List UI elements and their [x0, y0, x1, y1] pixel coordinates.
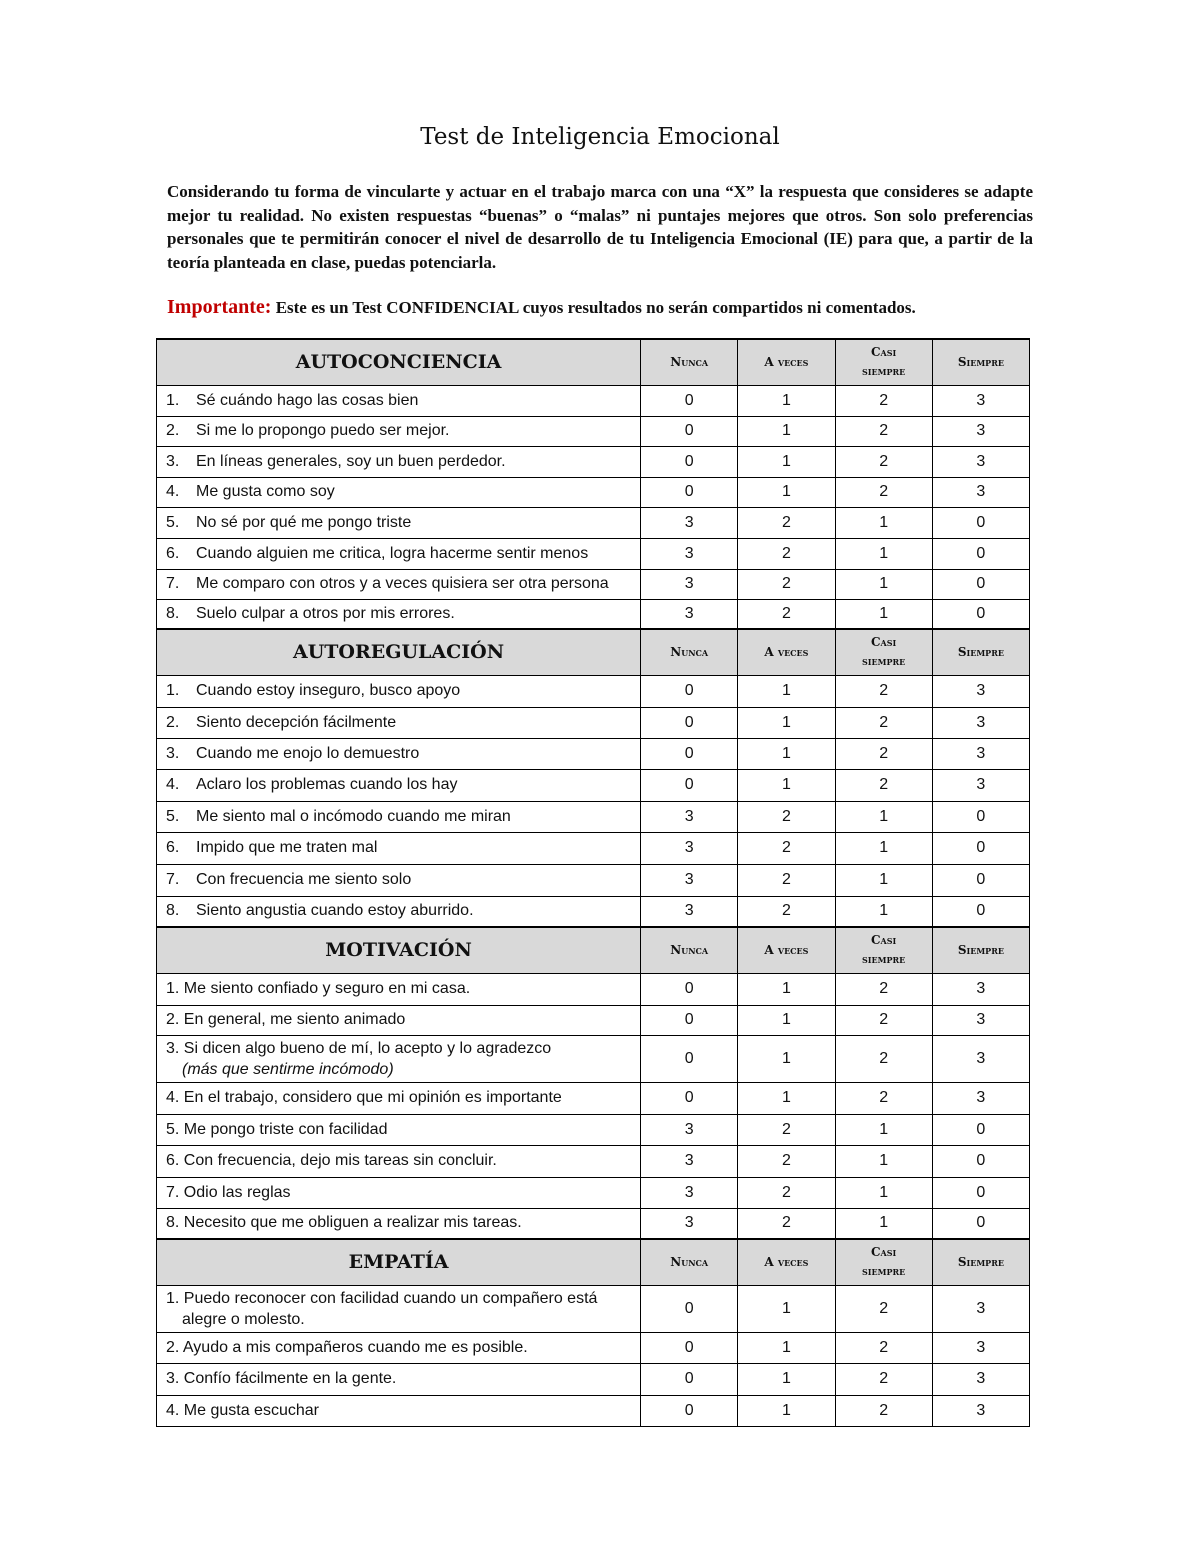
question-text-cell — [157, 1285, 641, 1332]
section-title: EMPATÍA — [157, 1239, 641, 1285]
column-header-siempre: Siempre — [932, 339, 1029, 385]
question-row — [157, 1114, 1030, 1145]
question-number: 3. — [166, 1039, 180, 1057]
answer-option-a-veces[interactable]: 1 — [738, 477, 835, 507]
question-text-cell — [157, 1177, 641, 1208]
question-number: 8. — [166, 604, 180, 622]
question-number: 3. — [166, 1370, 180, 1387]
question-number: 7. — [166, 575, 180, 592]
answer-option-nunca[interactable]: 3 — [641, 864, 738, 896]
answer-option-nunca[interactable]: 0 — [641, 446, 738, 477]
column-header-a-veces: A veces — [738, 339, 835, 385]
answer-option-siempre[interactable]: 0 — [932, 507, 1029, 538]
answer-option-casi-siempre[interactable]: 2 — [835, 1082, 932, 1114]
question-text: En el trabajo, considero que mi opinión es importante — [183, 1089, 562, 1106]
question-text-cell — [157, 446, 641, 477]
answer-option-nunca[interactable]: 3 — [641, 1177, 738, 1208]
question-number: 2. — [166, 1338, 180, 1356]
answer-option-a-veces[interactable]: 2 — [738, 507, 835, 538]
answer-option-siempre[interactable]: 3 — [932, 738, 1029, 769]
answer-option-a-veces[interactable]: 1 — [738, 1005, 835, 1035]
question-number: 7. — [166, 1183, 180, 1201]
question-text-cell — [157, 769, 641, 801]
answer-option-casi-siempre[interactable]: 1 — [835, 1208, 932, 1239]
question-text-cell — [157, 416, 641, 446]
answer-option-a-veces[interactable]: 2 — [738, 1145, 835, 1177]
question-row — [157, 864, 1030, 896]
siempre-line: siempre — [862, 952, 906, 967]
question-number: 4. — [166, 1401, 180, 1419]
question-number: 1. — [166, 682, 180, 699]
answer-option-nunca[interactable]: 3 — [641, 538, 738, 569]
answer-option-siempre[interactable]: 0 — [932, 1114, 1029, 1145]
question-number: 2. — [166, 713, 180, 731]
question-number: 1. — [166, 391, 180, 409]
question-number: 4. — [166, 776, 180, 793]
answer-option-siempre[interactable]: 3 — [932, 416, 1029, 446]
answer-option-nunca[interactable]: 0 — [641, 973, 738, 1005]
question-text-cell — [157, 832, 641, 864]
section-header-autoconciencia — [157, 339, 1030, 385]
answer-option-a-veces[interactable]: 1 — [738, 1082, 835, 1114]
question-text: Siento angustia cuando estoy aburrido. — [196, 902, 474, 920]
answer-option-casi-siempre[interactable]: 1 — [835, 896, 932, 927]
answer-option-siempre[interactable]: 3 — [932, 1005, 1029, 1035]
question-text: Con frecuencia, dejo mis tareas sin concluir. — [183, 1152, 497, 1169]
column-header-casi-siempre — [835, 339, 932, 385]
answer-option-siempre[interactable]: 0 — [932, 832, 1029, 864]
question-text: Puedo reconocer con facilidad cuando un compañero está — [183, 1289, 598, 1307]
question-number: 6. — [166, 1152, 180, 1169]
question-row — [157, 1363, 1030, 1395]
question-text-cell — [157, 599, 641, 629]
answer-option-casi-siempre[interactable]: 2 — [835, 707, 932, 738]
column-header-nunca: Nunca — [641, 1239, 738, 1285]
question-row — [157, 599, 1030, 629]
answer-option-nunca[interactable]: 3 — [641, 1145, 738, 1177]
answer-option-a-veces[interactable]: 1 — [738, 1332, 835, 1363]
answer-option-a-veces[interactable]: 2 — [738, 832, 835, 864]
answer-option-nunca[interactable]: 3 — [641, 1208, 738, 1239]
question-row — [157, 416, 1030, 446]
question-text: Me siento mal o incómodo cuando me miran — [196, 807, 511, 825]
answer-option-a-veces[interactable]: 1 — [738, 1035, 835, 1082]
section-header-empatia — [157, 1239, 1030, 1285]
question-text-cell — [157, 896, 641, 927]
column-header-siempre: Siempre — [932, 927, 1029, 973]
question-text: Con frecuencia me siento solo — [196, 871, 412, 888]
answer-option-nunca[interactable]: 0 — [641, 1285, 738, 1332]
answer-option-siempre[interactable]: 3 — [932, 1363, 1029, 1395]
question-row — [157, 738, 1030, 769]
question-number: 3. — [166, 744, 180, 762]
answer-option-siempre[interactable]: 0 — [932, 1208, 1029, 1239]
answer-option-nunca[interactable]: 3 — [641, 569, 738, 599]
section-title: AUTOCONCIENCIA — [157, 339, 641, 385]
question-text-cell — [157, 1208, 641, 1239]
answer-option-nunca[interactable]: 0 — [641, 675, 738, 707]
question-text-cell — [157, 801, 641, 832]
question-text-cell — [157, 1363, 641, 1395]
answer-option-casi-siempre[interactable]: 1 — [835, 599, 932, 629]
question-text: Me gusta escuchar — [183, 1401, 319, 1419]
answer-option-siempre[interactable]: 0 — [932, 538, 1029, 569]
question-text: Si me lo propongo puedo ser mejor. — [196, 422, 450, 439]
answer-option-siempre[interactable]: 0 — [932, 1145, 1029, 1177]
question-number: 2. — [166, 422, 180, 439]
question-text: Me siento confiado y seguro en mi casa. — [183, 980, 471, 997]
question-text-cell — [157, 707, 641, 738]
answer-option-a-veces[interactable]: 1 — [738, 446, 835, 477]
question-text: Me pongo triste con facilidad — [183, 1120, 388, 1138]
answer-option-siempre[interactable]: 3 — [932, 973, 1029, 1005]
question-text-cell — [157, 1114, 641, 1145]
question-row — [157, 507, 1030, 538]
question-text-cell — [157, 1395, 641, 1426]
answer-option-casi-siempre[interactable]: 1 — [835, 832, 932, 864]
question-text-cell — [157, 1082, 641, 1114]
question-row — [157, 446, 1030, 477]
question-number: 1. — [166, 1289, 180, 1307]
answer-option-siempre[interactable]: 3 — [932, 446, 1029, 477]
column-header-siempre: Siempre — [932, 1239, 1029, 1285]
siempre-line: siempre — [862, 1264, 906, 1279]
question-row — [157, 1082, 1030, 1114]
answer-option-casi-siempre[interactable]: 2 — [835, 769, 932, 801]
question-number: 7. — [166, 871, 180, 888]
column-header-a-veces: A veces — [738, 927, 835, 973]
answer-option-a-veces[interactable]: 1 — [738, 675, 835, 707]
answer-option-a-veces[interactable]: 1 — [738, 1285, 835, 1332]
answer-option-siempre[interactable]: 3 — [932, 1082, 1029, 1114]
column-header-casi-siempre — [835, 629, 932, 675]
question-row — [157, 1332, 1030, 1363]
question-text-cell — [157, 477, 641, 507]
answer-option-nunca[interactable]: 0 — [641, 1005, 738, 1035]
answer-option-a-veces[interactable]: 2 — [738, 864, 835, 896]
question-text-cell — [157, 538, 641, 569]
section-title: MOTIVACIÓN — [157, 927, 641, 973]
casi-line: Casi — [871, 933, 897, 948]
answer-option-casi-siempre[interactable]: 2 — [835, 738, 932, 769]
siempre-line: siempre — [862, 364, 906, 379]
question-row — [157, 569, 1030, 599]
answer-option-nunca[interactable]: 0 — [641, 1395, 738, 1426]
question-text: En general, me siento animado — [183, 1011, 406, 1028]
answer-option-siempre[interactable]: 0 — [932, 569, 1029, 599]
answer-option-siempre[interactable]: 3 — [932, 707, 1029, 738]
answer-option-casi-siempre[interactable]: 1 — [835, 569, 932, 599]
question-number: 4. — [166, 1089, 180, 1106]
question-number: 6. — [166, 544, 180, 562]
question-row — [157, 801, 1030, 832]
question-row — [157, 896, 1030, 927]
answer-option-casi-siempre[interactable]: 2 — [835, 1285, 932, 1332]
answer-option-nunca[interactable]: 0 — [641, 1363, 738, 1395]
question-number: 3. — [166, 452, 180, 470]
answer-option-nunca[interactable]: 0 — [641, 385, 738, 416]
answer-option-siempre[interactable]: 0 — [932, 864, 1029, 896]
answer-option-nunca[interactable]: 0 — [641, 1035, 738, 1082]
answer-option-a-veces[interactable]: 2 — [738, 1208, 835, 1239]
question-row — [157, 1285, 1030, 1332]
casi-line: Casi — [871, 1245, 897, 1260]
siempre-line: siempre — [862, 654, 906, 669]
answer-option-a-veces[interactable]: 1 — [738, 707, 835, 738]
answer-option-a-veces[interactable]: 2 — [738, 538, 835, 569]
answer-option-casi-siempre[interactable]: 2 — [835, 477, 932, 507]
column-header-siempre: Siempre — [932, 629, 1029, 675]
answer-option-casi-siempre[interactable]: 2 — [835, 385, 932, 416]
answer-option-nunca[interactable]: 0 — [641, 769, 738, 801]
question-text-cell — [157, 569, 641, 599]
answer-option-siempre[interactable]: 3 — [932, 769, 1029, 801]
answer-option-a-veces[interactable]: 2 — [738, 569, 835, 599]
answer-option-casi-siempre[interactable]: 2 — [835, 1332, 932, 1363]
answer-option-siempre[interactable]: 3 — [932, 1395, 1029, 1426]
answer-option-casi-siempre[interactable]: 1 — [835, 538, 932, 569]
question-text: Me comparo con otros y a veces quisiera ser otra persona — [196, 575, 609, 592]
question-text: Sé cuándo hago las cosas bien — [196, 391, 419, 409]
answer-option-a-veces[interactable]: 1 — [738, 416, 835, 446]
answer-option-a-veces[interactable]: 1 — [738, 1363, 835, 1395]
section-title: AUTOREGULACIÓN — [157, 629, 641, 675]
question-number: 6. — [166, 839, 180, 856]
answer-option-nunca[interactable]: 3 — [641, 1114, 738, 1145]
answer-option-siempre[interactable]: 3 — [932, 1035, 1029, 1082]
answer-option-siempre[interactable]: 0 — [932, 599, 1029, 629]
question-text: Impido que me traten mal — [196, 839, 378, 856]
question-text: Cuando me enojo lo demuestro — [196, 744, 420, 762]
answer-option-siempre[interactable]: 3 — [932, 1332, 1029, 1363]
answer-option-nunca[interactable]: 0 — [641, 707, 738, 738]
answer-option-a-veces[interactable]: 1 — [738, 738, 835, 769]
question-number: 5. — [166, 513, 180, 531]
question-row — [157, 832, 1030, 864]
question-text: Cuando estoy inseguro, busco apoyo — [196, 682, 461, 699]
column-header-nunca: Nunca — [641, 927, 738, 973]
answer-option-casi-siempre[interactable]: 2 — [835, 1363, 932, 1395]
answer-option-a-veces[interactable]: 2 — [738, 1114, 835, 1145]
answer-option-casi-siempre[interactable]: 2 — [835, 446, 932, 477]
answer-option-siempre[interactable]: 0 — [932, 801, 1029, 832]
answer-option-nunca[interactable]: 3 — [641, 507, 738, 538]
column-header-nunca: Nunca — [641, 629, 738, 675]
section-header-autoregulacion — [157, 629, 1030, 675]
question-text-cell — [157, 1035, 641, 1082]
question-row — [157, 769, 1030, 801]
answer-option-casi-siempre[interactable]: 2 — [835, 1395, 932, 1426]
column-header-casi-siempre — [835, 1239, 932, 1285]
question-text-cell — [157, 385, 641, 416]
question-text: Siento decepción fácilmente — [196, 713, 397, 731]
answer-option-a-veces[interactable]: 2 — [738, 896, 835, 927]
question-row — [157, 385, 1030, 416]
answer-option-a-veces[interactable]: 1 — [738, 769, 835, 801]
answer-option-casi-siempre[interactable]: 1 — [835, 1177, 932, 1208]
section-header-motivacion — [157, 927, 1030, 973]
question-subtext: (más que sentirme incómodo) — [182, 1060, 394, 1078]
question-subtext: alegre o molesto. — [182, 1310, 305, 1328]
answer-option-nunca[interactable]: 0 — [641, 416, 738, 446]
question-text: Me gusta como soy — [196, 483, 335, 500]
question-text: Si dicen algo bueno de mí, lo acepto y lo agradezco — [183, 1039, 552, 1057]
answer-option-casi-siempre[interactable]: 2 — [835, 973, 932, 1005]
answer-option-siempre[interactable]: 0 — [932, 1177, 1029, 1208]
answer-option-a-veces[interactable]: 2 — [738, 801, 835, 832]
important-note — [167, 296, 1047, 319]
question-text-cell — [157, 675, 641, 707]
answer-option-siempre[interactable]: 3 — [932, 675, 1029, 707]
question-text: Ayudo a mis compañeros cuando me es posible. — [182, 1338, 528, 1356]
answer-option-casi-siempre[interactable]: 2 — [835, 1035, 932, 1082]
question-text-cell — [157, 1005, 641, 1035]
question-text: No sé por qué me pongo triste — [196, 513, 412, 531]
answer-option-siempre[interactable]: 0 — [932, 896, 1029, 927]
question-row — [157, 1035, 1030, 1082]
question-number: 1. — [166, 980, 180, 997]
answer-option-siempre[interactable]: 3 — [932, 1285, 1029, 1332]
question-text: Confío fácilmente en la gente. — [183, 1370, 397, 1387]
answer-option-casi-siempre[interactable]: 1 — [835, 1145, 932, 1177]
answer-option-a-veces[interactable]: 1 — [738, 973, 835, 1005]
column-header-nunca: Nunca — [641, 339, 738, 385]
question-text: Necesito que me obliguen a realizar mis tareas. — [183, 1214, 522, 1232]
question-number: 5. — [166, 1120, 180, 1138]
answer-option-casi-siempre[interactable]: 2 — [835, 1005, 932, 1035]
casi-line: Casi — [871, 345, 897, 360]
answer-option-nunca[interactable]: 3 — [641, 599, 738, 629]
question-row — [157, 1208, 1030, 1239]
question-number: 4. — [166, 483, 180, 500]
question-text-cell — [157, 973, 641, 1005]
question-number: 8. — [166, 1214, 180, 1232]
question-text-cell — [157, 738, 641, 769]
question-row — [157, 675, 1030, 707]
answer-option-nunca[interactable]: 3 — [641, 896, 738, 927]
instructions-paragraph: Considerando tu forma de vincularte y actuar en el trabajo marca con una “X” la respuesta que consideres se adapte mejor tu realidad. No existen respuestas “buenas” o “malas” ni puntajes mejores que otros. Son solo preferencias personales que te permitirán conocer el nivel de desarrollo de tu Inteligencia Emocional (IE) para que, a partir de la teoría planteada en clase, puedas potenciarla. — [167, 182, 1033, 272]
question-text: Suelo culpar a otros por mis errores. — [196, 604, 455, 622]
answer-option-a-veces[interactable]: 1 — [738, 385, 835, 416]
answer-option-a-veces[interactable]: 2 — [738, 1177, 835, 1208]
question-text-cell — [157, 864, 641, 896]
question-row — [157, 973, 1030, 1005]
question-row — [157, 707, 1030, 738]
question-text: En líneas generales, soy un buen perdedor. — [196, 452, 506, 470]
column-header-a-veces: A veces — [738, 629, 835, 675]
test-table-body — [157, 339, 1030, 1426]
answer-option-casi-siempre[interactable]: 1 — [835, 801, 932, 832]
column-header-casi-siempre — [835, 927, 932, 973]
casi-line: Casi — [871, 635, 897, 650]
question-row — [157, 1145, 1030, 1177]
column-header-a-veces: A veces — [738, 1239, 835, 1285]
question-row — [157, 1395, 1030, 1426]
answer-option-a-veces[interactable]: 1 — [738, 1395, 835, 1426]
question-number: 8. — [166, 902, 180, 920]
question-text: Aclaro los problemas cuando los hay — [196, 776, 458, 793]
answer-option-nunca[interactable]: 0 — [641, 477, 738, 507]
question-number: 5. — [166, 807, 180, 825]
question-row — [157, 477, 1030, 507]
answer-option-nunca[interactable]: 3 — [641, 801, 738, 832]
answer-option-casi-siempre[interactable]: 1 — [835, 507, 932, 538]
question-text: Odio las reglas — [183, 1183, 291, 1201]
answer-option-casi-siempre[interactable]: 2 — [835, 675, 932, 707]
answer-option-nunca[interactable]: 3 — [641, 832, 738, 864]
answer-option-nunca[interactable]: 0 — [641, 1082, 738, 1114]
important-label: Importante: — [167, 296, 272, 318]
answer-option-nunca[interactable]: 0 — [641, 738, 738, 769]
answer-option-casi-siempre[interactable]: 1 — [835, 864, 932, 896]
question-text-cell — [157, 1145, 641, 1177]
emotional-intelligence-test-table — [156, 338, 1030, 1427]
question-text-cell — [157, 507, 641, 538]
answer-option-casi-siempre[interactable]: 2 — [835, 416, 932, 446]
answer-option-nunca[interactable]: 0 — [641, 1332, 738, 1363]
page-title: Test de Inteligencia Emocional — [420, 124, 780, 150]
question-row — [157, 1005, 1030, 1035]
question-row — [157, 538, 1030, 569]
answer-option-a-veces[interactable]: 2 — [738, 599, 835, 629]
answer-option-siempre[interactable]: 3 — [932, 385, 1029, 416]
question-text-cell — [157, 1332, 641, 1363]
answer-option-siempre[interactable]: 3 — [932, 477, 1029, 507]
question-text: Cuando alguien me critica, logra hacerme sentir menos — [196, 544, 589, 562]
question-number: 2. — [166, 1011, 180, 1028]
important-text: Este es un Test CONFIDENCIAL cuyos resultados no serán compartidos ni comentados. — [271, 298, 916, 317]
question-row — [157, 1177, 1030, 1208]
answer-option-casi-siempre[interactable]: 1 — [835, 1114, 932, 1145]
